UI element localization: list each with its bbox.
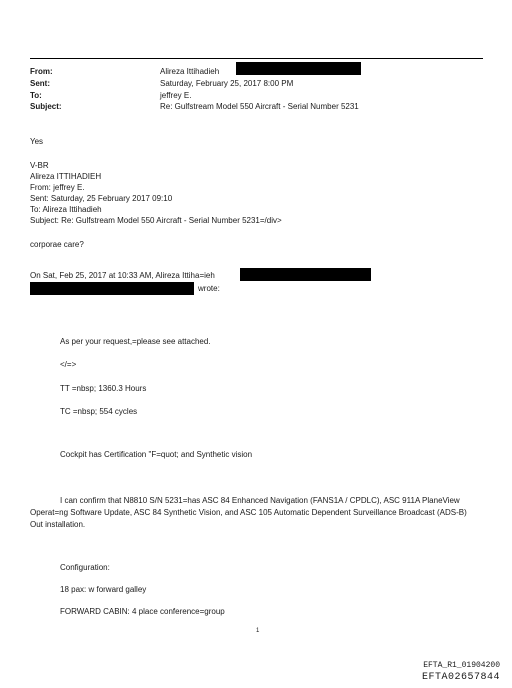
page-number: 1: [256, 628, 260, 634]
confirm-line-3: Out installation.: [30, 520, 86, 529]
redaction-block: [30, 282, 194, 295]
reply-text: Yes: [30, 137, 44, 146]
subject-value: Re: Gulfstream Model 550 Aircraft - Serial Number 5231: [160, 102, 359, 111]
question-text: corporae care?: [30, 240, 84, 249]
on-sat-line: On Sat, Feb 25, 2017 at 10:33 AM, Alireza Ittiha=ieh: [30, 271, 215, 280]
cockpit-text: Cockpit has Certification "F=quot; and Synthetic vision: [60, 450, 253, 459]
redaction-block: [240, 268, 371, 281]
tt-hours: TT =nbsp; 1360.3 Hours: [60, 384, 147, 393]
request-text: As per your request,=please see attached.: [60, 337, 211, 346]
tc-cycles: TC =nbsp; 554 cycles: [60, 407, 138, 416]
efta-ref-1: EFTA_R1_01904200: [423, 661, 500, 670]
configuration-heading: Configuration:: [60, 563, 110, 572]
signature-line-1: V-BR: [30, 161, 49, 170]
to-value: jeffrey E.: [160, 91, 192, 100]
subject-label: Subject:: [30, 102, 62, 111]
quoted-sent: Sent: Saturday, 25 February 2017 09:10: [30, 194, 173, 203]
to-label: To:: [30, 91, 42, 100]
quoted-from: From: jeffrey E.: [30, 183, 85, 192]
sent-label: Sent:: [30, 79, 50, 88]
wrote-text: wrote:: [198, 284, 220, 293]
confirm-line-1: I can confirm that N8810 S/N 5231=has ASC 84 Enhanced Navigation (FANS1A / CPDLC), ASC 911A PlaneView: [60, 496, 460, 505]
from-label: From:: [30, 67, 53, 76]
confirm-line-2: Operat=ng Software Update, ASC 84 Synthetic Vision, and ASC 105 Automatic Dependent Surveillance Broadcast (ADS-B): [30, 508, 467, 517]
redaction-block: [236, 62, 361, 75]
quoted-subject: Subject: Re: Gulfstream Model 550 Aircraft - Serial Number 5231=/div>: [30, 216, 282, 225]
sent-value: Saturday, February 25, 2017 8:00 PM: [160, 79, 294, 88]
pax-text: 18 pax: w forward galley: [60, 585, 147, 594]
from-value: Alireza Ittihadieh: [160, 67, 220, 76]
signature-line-2: Alireza ITTIHADIEH: [30, 172, 102, 181]
quoted-to: To: Alireza Ittihadieh: [30, 205, 102, 214]
forward-cabin-text: FORWARD CABIN: 4 place conference=group: [60, 607, 225, 616]
header-top-rule: [30, 58, 483, 59]
tag-text: </=>: [60, 360, 77, 369]
efta-ref-2: EFTA02657844: [421, 672, 500, 683]
